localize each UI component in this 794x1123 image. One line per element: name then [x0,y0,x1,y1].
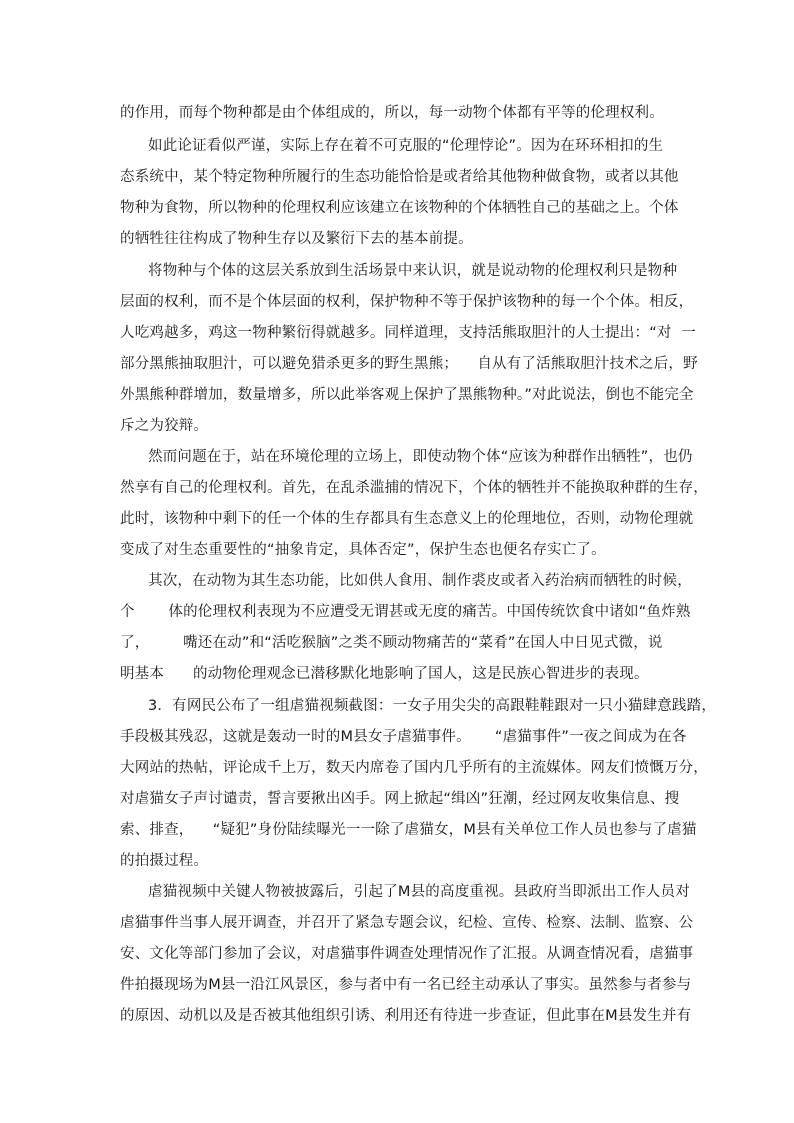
text-line: 如此论证看似严谨，实际上存在着不可克服的“伦理悖论”。因为在环环相扣的生 [148,138,664,154]
text-line: 此时，该物种中剩下的任一个体的生存都具有生态意义上的伦理地位，否则，动物伦理就 [120,511,694,527]
text-line: 的原因、动机以及是否被其他组织引诱、利用还有待进一步查证，但此事在M县发生并有 [120,1008,692,1024]
text-line: 层面的权利，而不是个体层面的权利，保护物种不等于保护该物种的每一个个体。相反， [120,294,694,310]
text-line: 了， 嘴还在动”和“活吃猴脑”之类不顾动物痛苦的“菜肴”在国人中日见式微，说 [120,635,663,651]
text-line: 手段极其残忍，这就是轰动一时的M县女子虐猫事件。 “虐猫事件”一夜之间成为在各 [120,729,687,745]
text-line: 将物种与个体的这层关系放到生活场景中来认识，就是说动物的伦理权利只是物种 [148,263,678,279]
text-line: 个 体的伦理权利表现为不应遭受无谓甚或无度的痛苦。中国传统饮食中诸如“鱼炸熟 [120,604,691,620]
text-line: 大网站的热帖，评论成千上万，数天内席卷了国内几乎所有的主流媒体。网友们愤慨万分， [120,760,708,776]
text-line: 然而问题在于，站在环境伦理的立场上，即使动物个体“应该为种群作出牺牲”，也仍 [148,449,693,465]
text-line: 变成了对生态重要性的“抽象肯定，具体否定”，保护生态也便名存实亡了。 [120,542,606,558]
text-line: 部分黑熊抽取胆汁，可以避免猎杀更多的野生黑熊； 自从有了活熊取胆汁技术之后，野 [120,356,698,372]
text-line: 人吃鸡越多，鸡这一物种繁衍得就越多。同样道理，支持活熊取胆汁的人士提出：“对 一 [120,325,696,341]
text-line: 明基本 的动物伦理观念已潜移默化地影响了国人，这是民族心智进步的表现。 [120,666,649,682]
text-line: 安、文化等部门参加了会议，对虐猫事件调查处理情况作了汇报。从调查情况看，虐猫事 [120,946,694,962]
text-line: 外黑熊种群增加，数量增多，所以此举客观上保护了黑熊物种。”对此说法，倒也不能完全 [120,387,694,403]
text-line: 虐猫视频中关键人物被披露后，引起了M县的高度重视。县政府当即派出工作人员对 [148,884,690,900]
text-line: 的作用，而每个物种都是由个体组成的，所以，每一动物个体都有平等的伦理权利。 [120,105,664,121]
text-line: 对虐猫女子声讨谴责，誓言要揪出凶手。网上掀起“缉凶”狂潮，经过网友收集信息、搜 [120,791,680,807]
text-line: 其次，在动物为其生态功能，比如供人食用、制作裘皮或者入药治病而牺牲的时候， [148,573,692,589]
text-line: 件拍摄现场为M县一沿江风景区，参与者中有一名已经主动承认了事实。虽然参与者参与 [120,977,692,993]
text-line: 的拍摄过程。 [120,853,209,869]
text-line: 态系统中，某个特定物种所履行的生态功能恰恰是或者给其他物种做食物，或者以其他 [120,169,679,185]
text-line: 索、排查， “疑犯”身份陆续曝光一一除了虐猫女，M县有关单位工作人员也参与了虐猫 [120,822,697,838]
text-line: 3．有网民公布了一组虐猫视频截图：一女子用尖尖的高跟鞋鞋跟对一只小猫肆意践踏， [148,698,717,714]
text-line: 虐猫事件当事人展开调查，并召开了紧急专题会议，纪检、宣传、检察、法制、监察、公 [120,915,694,931]
text-line: 物种为食物，所以物种的伦理权利应该建立在该物种的个体牺牲自己的基础之上。个体 [120,200,679,216]
text-line: 斥之为狡辩。 [120,418,209,434]
text-line: 的牺牲往往构成了物种生存以及繁衍下去的基本前提。 [120,231,473,247]
text-line: 然享有自己的伦理权利。首先，在乱杀滥捕的情况下，个体的牺牲并不能换取种群的生存， [120,480,708,496]
